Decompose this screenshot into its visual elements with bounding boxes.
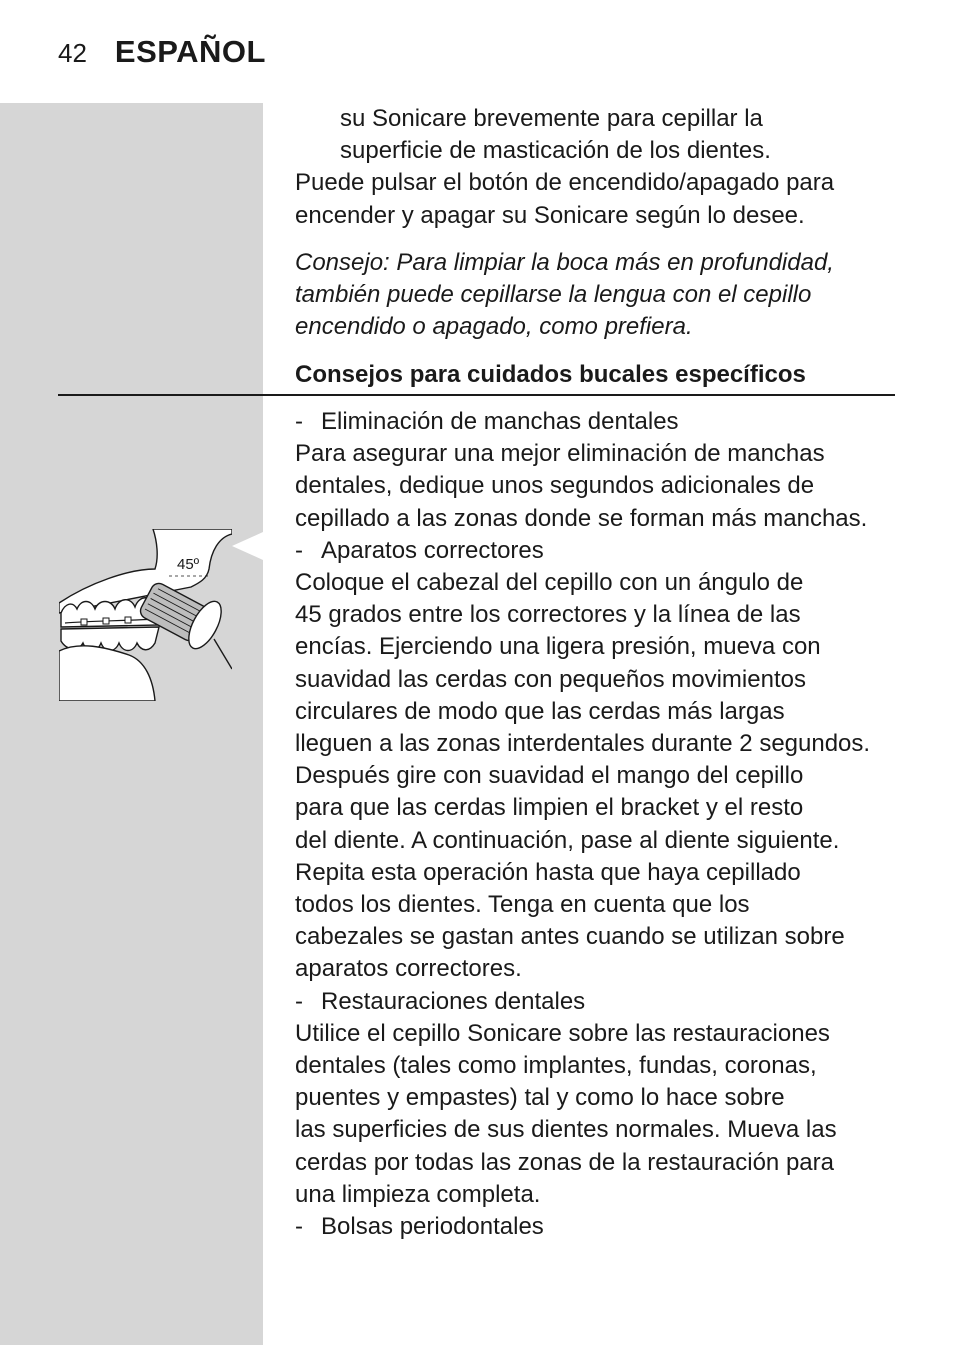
bullet-label: Restauraciones dentales	[321, 987, 586, 1015]
paragraph-line: aparatos correctores.	[295, 955, 522, 983]
paragraph-line: Puede pulsar el botón de encendido/apagado para	[295, 169, 835, 197]
section-heading: Consejos para cuidados bucales específicos	[295, 361, 806, 388]
paragraph-line: suavidad las cerdas con pequeños movimientos	[295, 665, 806, 693]
tip-line: encendido o apagado, como prefiera.	[295, 313, 693, 341]
bullet-dash: -	[295, 1213, 303, 1241]
paragraph-line: Después gire con suavidad el mango del cepillo	[295, 762, 804, 790]
bullet-item	[295, 535, 900, 567]
bullet-label: Bolsas periodontales	[321, 1213, 544, 1241]
intro-line: su Sonicare brevemente para cepillar la	[340, 105, 763, 132]
section-body	[295, 406, 900, 1243]
section-language-title: ESPAÑOL	[114, 34, 266, 69]
paragraph-line: Coloque el cabezal del cepillo con un ángulo de	[295, 569, 804, 597]
tip-line: Consejo: Para limpiar la boca más en profundidad,	[295, 249, 834, 276]
paragraph-line: cerdas por todas las zonas de la restauración para	[295, 1148, 834, 1176]
paragraph-line: Para asegurar una mejor eliminación de manchas	[295, 440, 825, 468]
paragraph-line: para que las cerdas limpien el bracket y el resto	[295, 794, 804, 822]
sidebar-margin	[0, 103, 263, 1345]
paragraph-line: cabezales se gastan antes cuando se utilizan sobre	[295, 923, 845, 951]
paragraph-line: encender y apagar su Sonicare según lo desee.	[295, 201, 805, 229]
paragraph-line: lleguen a las zonas interdentales durante 2 segundos.	[295, 730, 871, 758]
tip-line: también puede cepillarse la lengua con el cepillo	[295, 281, 812, 309]
bullet-dash: -	[295, 408, 303, 435]
paragraph-line: todos los dientes. Tenga en cuenta que los	[295, 891, 750, 919]
bullet-label: Aparatos correctores	[321, 536, 544, 564]
section-divider	[58, 394, 895, 396]
bullet-item	[295, 406, 900, 438]
paragraph-line: una limpieza completa.	[295, 1180, 541, 1208]
bullet-item	[295, 986, 900, 1018]
angle-label: 45º	[177, 556, 200, 573]
paragraph-line: las superficies de sus dientes normales. Mueva las	[295, 1116, 837, 1144]
brushing-braces-illustration	[59, 529, 232, 701]
paragraph-line: dentales (tales como implantes, fundas, coronas,	[295, 1052, 817, 1080]
bullet-item	[295, 1211, 900, 1243]
tip-block	[295, 247, 900, 344]
callout-pointer-icon	[232, 532, 263, 560]
bullet-dash: -	[295, 536, 303, 564]
toothbrush-on-braces-icon	[59, 529, 232, 701]
intro-line: superficie de masticación de los dientes.	[340, 137, 771, 165]
paragraph-line: Utilice el cepillo Sonicare sobre las restauraciones	[295, 1019, 830, 1047]
page-header	[58, 34, 266, 74]
paragraph-line: cepillado a las zonas donde se forman más manchas.	[295, 504, 868, 532]
paragraph-line: encías. Ejerciendo una ligera presión, mueva con	[295, 633, 821, 661]
page-number: 42	[58, 38, 87, 68]
paragraph-line: del diente. A continuación, pase al diente siguiente.	[295, 826, 840, 854]
paragraph-line: dentales, dedique unos segundos adicionales de	[295, 472, 815, 500]
bullet-label: Eliminación de manchas dentales	[321, 408, 679, 435]
intro-block	[295, 103, 900, 232]
bullet-dash: -	[295, 987, 303, 1015]
paragraph-line: 45 grados entre los correctores y la línea de las	[295, 601, 801, 629]
paragraph-line: Repita esta operación hasta que haya cepillado	[295, 858, 801, 886]
paragraph-line: puentes y empastes) tal y como lo hace sobre	[295, 1084, 785, 1112]
paragraph-line: circulares de modo que las cerdas más largas	[295, 697, 785, 725]
